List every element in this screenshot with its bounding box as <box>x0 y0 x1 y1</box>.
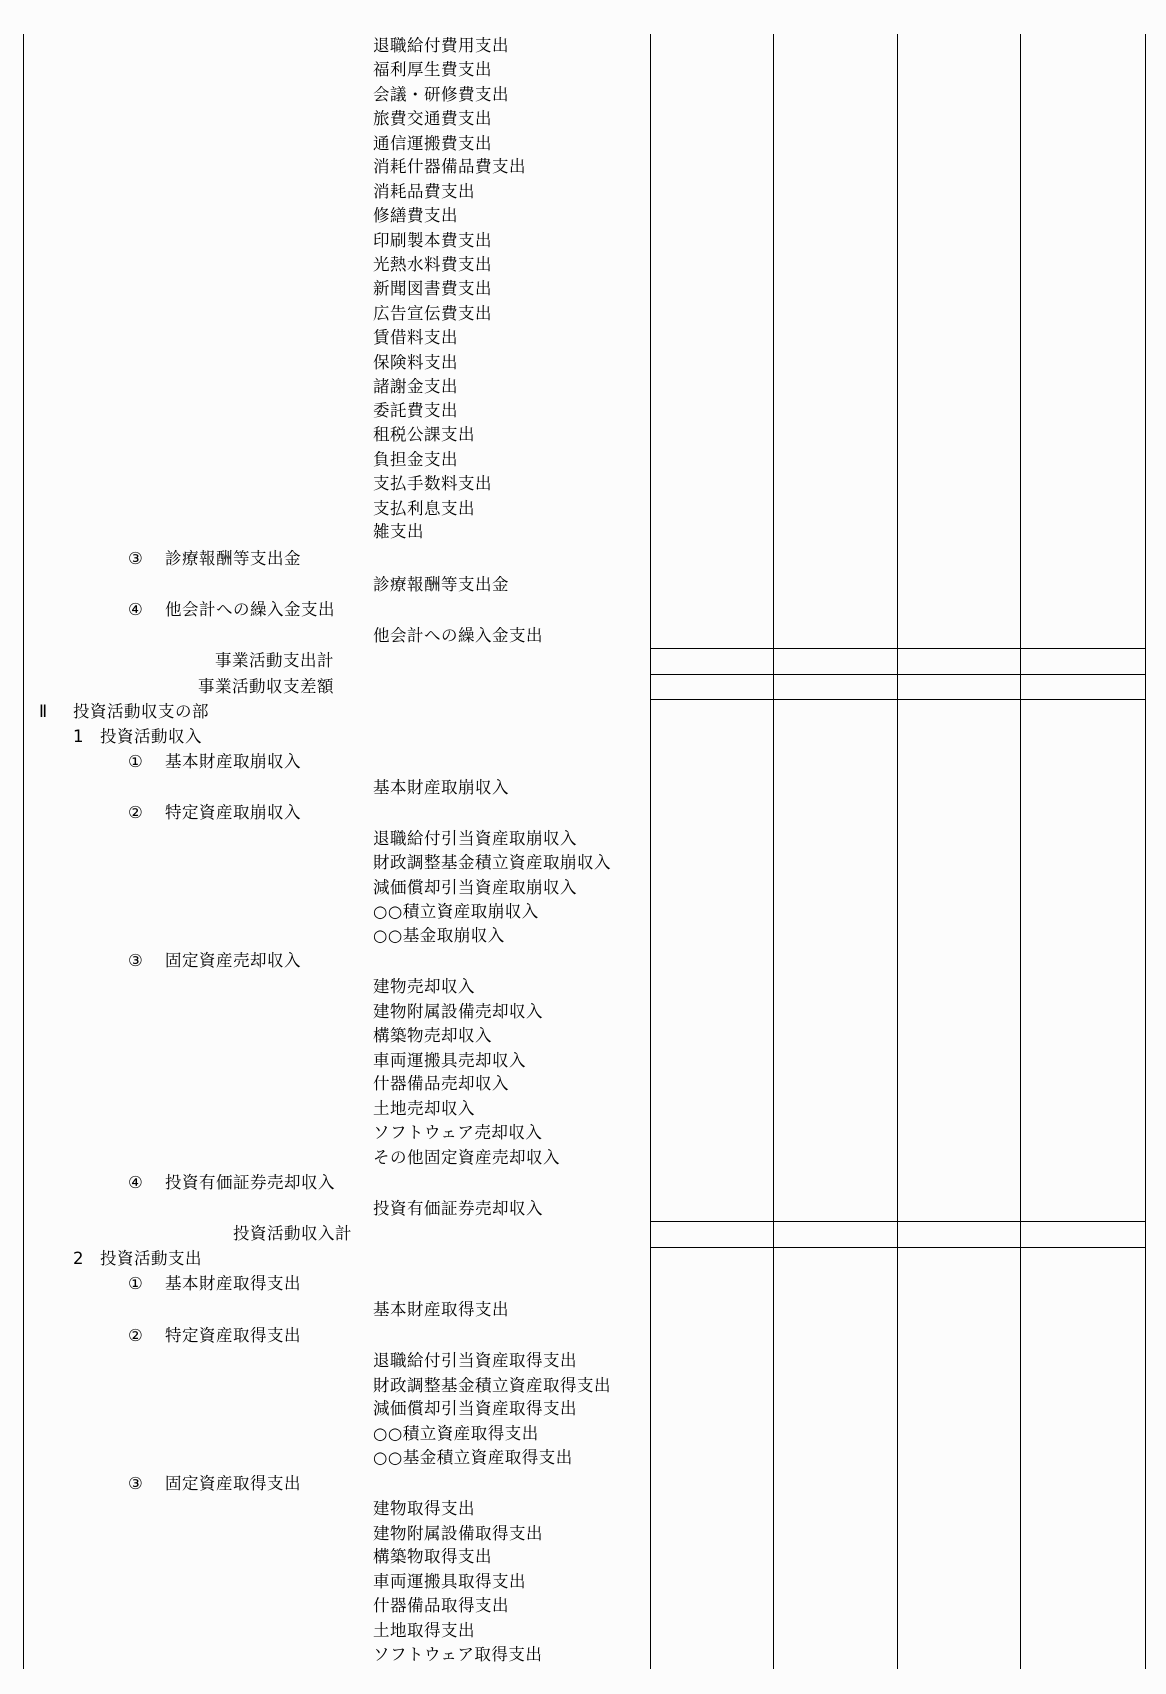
category-heading: 固定資産取得支出 <box>165 1474 301 1493</box>
account-item: 負担金支出 <box>373 450 458 469</box>
account-item: 賃借料支出 <box>373 328 458 347</box>
column-divider <box>1020 34 1021 1669</box>
account-item: 他会計への繰入金支出 <box>373 626 543 645</box>
row-divider <box>650 699 1146 700</box>
account-item: 構築物取得支出 <box>373 1547 492 1566</box>
category-number: ① <box>128 1274 144 1293</box>
subtotal-label: 投資活動収入計 <box>233 1224 352 1243</box>
account-item: ○○基金取崩収入 <box>373 926 505 945</box>
account-item: 土地売却収入 <box>373 1099 475 1118</box>
category-number: ③ <box>128 951 144 970</box>
account-item: ○○基金積立資産取得支出 <box>373 1448 573 1467</box>
category-heading: 基本財産取崩収入 <box>165 752 301 771</box>
group-heading: 投資活動収入 <box>100 727 202 746</box>
account-item: 通信運搬費支出 <box>373 134 492 153</box>
row-divider <box>650 648 1146 649</box>
account-item: 消耗什器備品費支出 <box>373 157 526 176</box>
account-item: 修繕費支出 <box>373 206 458 225</box>
account-item: 投資有価証券売却収入 <box>373 1199 543 1218</box>
account-item: その他固定資産売却収入 <box>373 1148 560 1167</box>
column-divider <box>773 34 774 1669</box>
account-item: 退職給付費用支出 <box>373 36 509 55</box>
account-item: 基本財産取崩収入 <box>373 778 509 797</box>
row-divider <box>650 1247 1146 1248</box>
section-heading: 投資活動収支の部 <box>73 702 209 721</box>
account-item: 減価償却引当資産取得支出 <box>373 1399 577 1418</box>
account-item: 雑支出 <box>373 522 424 541</box>
account-item: 消耗品費支出 <box>373 182 475 201</box>
account-item: 什器備品取得支出 <box>373 1596 509 1615</box>
account-item: 支払手数料支出 <box>373 474 492 493</box>
account-item: 印刷製本費支出 <box>373 231 492 250</box>
category-heading: 基本財産取得支出 <box>165 1274 301 1293</box>
subtotal-label: 事業活動収支差額 <box>198 677 334 696</box>
account-item: 車両運搬具売却収入 <box>373 1051 526 1070</box>
account-item: ソフトウェア取得支出 <box>373 1645 543 1664</box>
category-heading: 固定資産売却収入 <box>165 951 301 970</box>
group-number: 2 <box>73 1249 84 1268</box>
category-number: ① <box>128 752 144 771</box>
account-item: 建物附属設備売却収入 <box>373 1002 543 1021</box>
category-number: ② <box>128 803 144 822</box>
account-item: 土地取得支出 <box>373 1621 475 1640</box>
account-item: 光熱水料費支出 <box>373 255 492 274</box>
row-divider <box>650 674 1146 675</box>
category-number: ④ <box>128 600 144 619</box>
account-item: 構築物売却収入 <box>373 1026 492 1045</box>
category-number: ③ <box>128 1474 144 1493</box>
group-number: 1 <box>73 727 84 746</box>
account-item: 基本財産取得支出 <box>373 1300 509 1319</box>
table-left-border <box>23 34 24 1669</box>
category-heading: 投資有価証券売却収入 <box>165 1173 335 1192</box>
account-item: 財政調整基金積立資産取崩収入 <box>373 853 611 872</box>
account-item: 建物取得支出 <box>373 1499 475 1518</box>
account-item: 旅費交通費支出 <box>373 109 492 128</box>
category-number: ③ <box>128 549 144 568</box>
category-number: ④ <box>128 1173 144 1192</box>
category-heading: 診療報酬等支出金 <box>165 549 301 568</box>
account-item: 広告宣伝費支出 <box>373 304 492 323</box>
column-divider <box>897 34 898 1669</box>
account-item: ソフトウェア売却収入 <box>373 1123 543 1142</box>
account-item: 退職給付引当資産取崩収入 <box>373 829 577 848</box>
account-item: ○○積立資産取得支出 <box>373 1424 539 1443</box>
account-item: 保険料支出 <box>373 353 458 372</box>
column-divider <box>650 34 651 1669</box>
account-item: 福利厚生費支出 <box>373 60 492 79</box>
group-heading: 投資活動支出 <box>100 1249 202 1268</box>
account-item: 諸謝金支出 <box>373 377 458 396</box>
category-heading: 特定資産取崩収入 <box>165 803 301 822</box>
account-item: 診療報酬等支出金 <box>373 575 509 594</box>
category-number: ② <box>128 1326 144 1345</box>
account-item: 建物附属設備取得支出 <box>373 1524 543 1543</box>
table-right-border <box>1145 34 1146 1669</box>
row-divider <box>650 1221 1146 1222</box>
category-heading: 特定資産取得支出 <box>165 1326 301 1345</box>
account-item: ○○積立資産取崩収入 <box>373 902 539 921</box>
account-item: 財政調整基金積立資産取得支出 <box>373 1376 611 1395</box>
category-heading: 他会計への繰入金支出 <box>165 600 335 619</box>
account-item: 減価償却引当資産取崩収入 <box>373 878 577 897</box>
account-item: 退職給付引当資産取得支出 <box>373 1351 577 1370</box>
account-item: 新聞図書費支出 <box>373 279 492 298</box>
account-item: 車両運搬具取得支出 <box>373 1572 526 1591</box>
account-item: 会議・研修費支出 <box>373 85 509 104</box>
account-item: 什器備品売却収入 <box>373 1074 509 1093</box>
account-item: 建物売却収入 <box>373 977 475 996</box>
account-item: 租税公課支出 <box>373 425 475 444</box>
section-number: Ⅱ <box>39 702 48 721</box>
subtotal-label: 事業活動支出計 <box>215 651 334 670</box>
account-item: 支払利息支出 <box>373 499 475 518</box>
account-item: 委託費支出 <box>373 401 458 420</box>
